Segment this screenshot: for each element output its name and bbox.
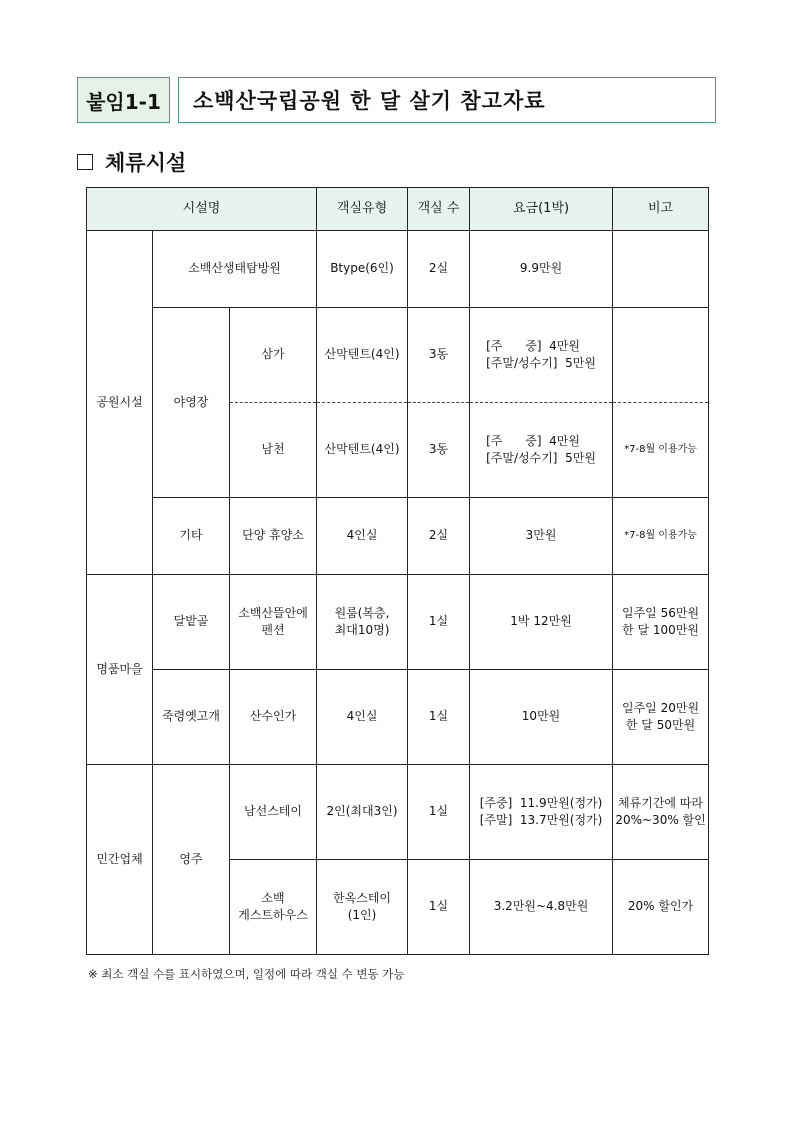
- note-line1: 일주일 56만원: [622, 605, 700, 620]
- price: 3.2만원~4.8만원: [470, 860, 613, 955]
- facility-name-line1: 소백산뜰안에: [238, 605, 308, 620]
- price: 1박 12만원: [470, 575, 613, 670]
- note: *7-8월 이용가능: [613, 498, 709, 575]
- room-count: 3동: [408, 403, 470, 498]
- room-type: [317, 575, 408, 670]
- room-count: 1실: [408, 860, 470, 955]
- note: [613, 308, 709, 403]
- header: [77, 77, 716, 123]
- note-line2: 한 달 50만원: [625, 718, 696, 732]
- group-park: 공원시설: [87, 231, 153, 575]
- checkbox-square-icon: [77, 154, 93, 170]
- price: [470, 765, 613, 860]
- table-header-row: [87, 188, 709, 231]
- table-row: [87, 765, 709, 860]
- room-type: Btype(6인): [317, 231, 408, 308]
- facility-name: 산수인가: [230, 670, 317, 765]
- price-weekend: [주말] 13.7만원(정가): [479, 813, 603, 827]
- note-line2: 20%~30% 할인: [615, 813, 706, 827]
- room-count: 1실: [408, 765, 470, 860]
- table-row: [87, 498, 709, 575]
- section-title: 체류시설: [105, 151, 187, 175]
- group-camp: 야영장: [153, 308, 230, 498]
- table-row: [87, 308, 709, 403]
- note: *7-8월 이용가능: [613, 403, 709, 498]
- note: [613, 231, 709, 308]
- room-type-line2: 최대10명): [334, 623, 390, 637]
- column-header-room-count: 객실 수: [408, 188, 470, 231]
- facility-name-line1: 소백: [261, 890, 285, 905]
- price-weekend: [주말/성수기] 5만원: [486, 451, 596, 465]
- room-type-line2: (1인): [347, 908, 377, 922]
- facility-name-line2: 펜션: [261, 623, 285, 637]
- room-type: 4인실: [317, 670, 408, 765]
- column-header-room-type: 객실유형: [317, 188, 408, 231]
- table-row: [87, 670, 709, 765]
- facility-table: [86, 187, 709, 955]
- price-weekday: [주 중] 4만원: [486, 338, 580, 353]
- column-header-name: 시설명: [87, 188, 317, 231]
- column-header-note: 비고: [613, 188, 709, 231]
- region-yeongju: 영주: [153, 765, 230, 955]
- section-heading: [77, 148, 186, 176]
- facility-name: [230, 860, 317, 955]
- note: [613, 765, 709, 860]
- facility-name: [230, 575, 317, 670]
- village-name: 달밭골: [153, 575, 230, 670]
- note: [613, 670, 709, 765]
- facility-name: 단양 휴양소: [230, 498, 317, 575]
- facility-name-line2: 게스트하우스: [238, 908, 308, 922]
- group-private: 민간업체: [87, 765, 153, 955]
- price-weekday: [주 중] 4만원: [486, 433, 580, 448]
- room-type-line1: 원룸(복층,: [334, 605, 390, 620]
- room-type: 산막텐트(4인): [317, 308, 408, 403]
- page-title: 소백산국립공원 한 달 살기 참고자료: [178, 77, 716, 123]
- facility-name: 삼가: [230, 308, 317, 403]
- price-weekend: [주말/성수기] 5만원: [486, 356, 596, 370]
- room-type: 2인(최대3인): [317, 765, 408, 860]
- footnote: ※ 최소 객실 수를 표시하였으며, 일정에 따라 객실 수 변동 가능: [88, 967, 405, 981]
- room-type: [317, 860, 408, 955]
- room-type: 산막텐트(4인): [317, 403, 408, 498]
- note-line1: 일주일 20만원: [622, 700, 700, 715]
- table-row: [87, 231, 709, 308]
- facility-name: 소백산생태탐방원: [153, 231, 317, 308]
- note: 20% 할인가: [613, 860, 709, 955]
- room-count: 1실: [408, 670, 470, 765]
- village-name: 죽령옛고개: [153, 670, 230, 765]
- price: 9.9만원: [470, 231, 613, 308]
- room-count: 1실: [408, 575, 470, 670]
- room-count: 2실: [408, 231, 470, 308]
- column-header-price: 요금(1박): [470, 188, 613, 231]
- group-etc: 기타: [153, 498, 230, 575]
- facility-name: 남선스테이: [230, 765, 317, 860]
- price: 3만원: [470, 498, 613, 575]
- note: [613, 575, 709, 670]
- price-weekday: [주중] 11.9만원(정가): [479, 795, 603, 810]
- attachment-badge: 붙임1-1: [77, 77, 170, 123]
- room-count: 3동: [408, 308, 470, 403]
- price: 10만원: [470, 670, 613, 765]
- room-count: 2실: [408, 498, 470, 575]
- table-row: [87, 575, 709, 670]
- note-line2: 한 달 100만원: [622, 623, 699, 637]
- price: [470, 403, 613, 498]
- room-type-line1: 한옥스테이: [333, 890, 392, 905]
- price: [470, 308, 613, 403]
- facility-name: 남천: [230, 403, 317, 498]
- group-village: 명품마을: [87, 575, 153, 765]
- room-type: 4인실: [317, 498, 408, 575]
- note-line1: 체류기간에 따라: [618, 795, 704, 810]
